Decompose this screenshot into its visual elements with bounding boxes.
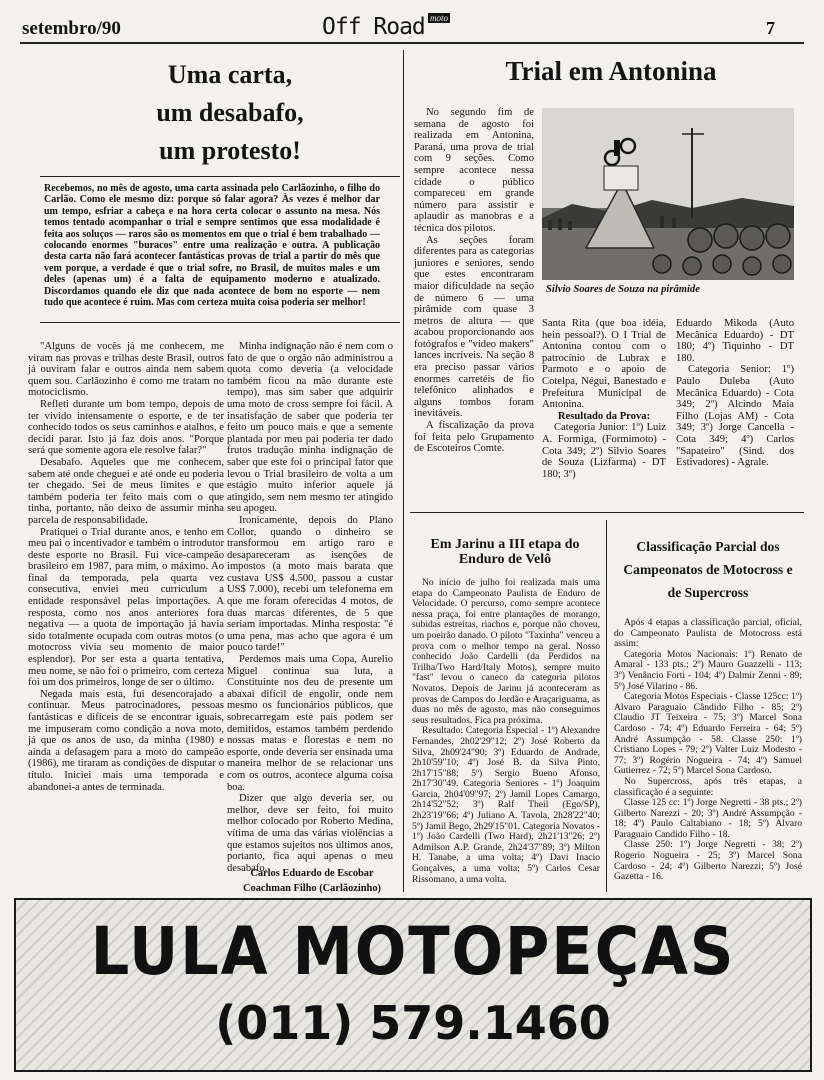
- trial-title: Trial em Antonina: [505, 56, 717, 86]
- jarinu-body: No início de julho foi realizada mais uma etapa do Campeonato Paulista de Enduro de Velocidade. O percurso, como sempre acontece nessa praça, foi entre plantações de morango, subidas estreitas, riachos e, porque não choveu, um poeirão danado. O piloto "Taxinha" venceu a prova com o melhor tempo na geral. Nosso conhecido João Cardelli (da Perdidos na Trilha/Two Hard/Italy Motos), sempre muito "fast" levou o caneco da categoria pilotos Novatos. Depois de Jarinu já aconteceram as provas de Campos do Jordão e Araçariguama, as duas no mês de agosto, mas não conseguimos seus resultados. Fica pra próxima.: [412, 577, 600, 726]
- trial-sponsors: Santa Rita (que boa idéia, hein pessoal?). O I Trial de Antonina contou com o patrocínio de Lubrax e Parmoto e o apoio de Cotelpa, Négui, Banestado e Prefeitura Municipal de Antonina.: [542, 318, 666, 411]
- jarinu-title-line: Em Jarinu a III etapa do: [430, 537, 580, 552]
- section-rule: [410, 512, 804, 513]
- header-rule: [20, 42, 804, 44]
- classificacao-article: [614, 618, 802, 890]
- trial-column-2: [542, 318, 666, 480]
- classificacao-title: [612, 535, 804, 604]
- carta-paragraph: Desabafo. Aqueles que me conhecem, sabem até onde cheguei e até onde eu poderia ter chegado. Sei de meus limites e que também poderia ter feito mais com o que tinha, portanto, não deixo de assumir minha parcela de responsabilidade.: [28, 456, 224, 526]
- trial-photo-illustration: [542, 108, 794, 280]
- jarinu-title: [412, 537, 598, 567]
- classificacao-especiais: Categoria Motos Especiais - Classe 125cc: 1º) Alvaro Paraguaio Cândido Filho - 85; 2º) Claudio JT Teixeira - 75; 3º) Marcel Sona Cardoso - 74; 4º) Eduardo Ferreira - 64; 5º) André Assumpção - 58. Classe 250: 1º) Cristiano Lopes - 79; 2º) Valter Luiz Modesto - 77; 3º) Rogério Nogueira - 74; 4º) Samuel Gutierrez - 72; 5º) Marcel Sona Cardoso.: [614, 691, 802, 777]
- jarinu-results: Resultado: Categoria Especial - 1º) Alexandre Fernandes, 2h02'29"12; 2º) José Roberto da Silva, 2h09'24"90; 3º) Eduardo de Andrade, 2h10'59"10; 4º) José B. da Silva Pinto, 2h17'15"88; 5º) Sergio Bueno Afonso, 2h17'30"49. Categoria Seniores - 1º) Joaquim Garcia, 2h04'09"97; 2º) Jamil Lopes Camargo, 2h14'52"52; 3º) Ralf Theil (Ego/SP), 2h23'19"66; 4º) Juliano A. Tavola, 2h28'22"40; 5º) Jamil Bego, 2h29'15"01. Categoria Novatos - 1º) João Cardelli (Two Hard), 2h21'13"26; 2º) Admilson A.P. Grande, 2h24'37"89; 3º) Milton H. Tanabe, a uma volta; 4º) Davi Inacio Gonçalves, a uma volta; 5º) Carlos Cesar Rissomano, a uma volta.: [412, 725, 600, 885]
- trial-paragraph: As seções foram diferentes para as categorias juniores e seniores, sendo que estes encontraram maior dificuldade na seção de número 6 — uma pirâmide com quase 3 metros de altura — que acabou proporcionando aos fotógrafos e "video makers" lances incríveis. Na seção 8 era preciso passar vários enormes carretéis de fio telefônico alinhados e alguns tombos foram inevitáveis.: [414, 234, 534, 420]
- trial-junior-results: Categoria Junior: 1º) Luiz A. Formiga, (Formimoto) - Cota 349; 2º) Silvio Soares de Souza (Lizfarma) - DT 180; 3º): [542, 422, 666, 480]
- classificacao-supercross-intro: No Supercross, após três etapas, a classificação é a seguinte:: [614, 775, 802, 798]
- carta-lead-rule-bottom: [40, 322, 400, 323]
- logo-small: moto: [430, 13, 448, 23]
- trial-paragraph: No segundo fim de semana de agosto foi realizada em Antonina, Paraná, uma prova de trial com 9 seções. Como sempre acontece nessa cidade o público compareceu em grande número para assistir e aplaudir as manobras e a técnica dos pilotos.: [414, 107, 534, 234]
- classificacao-title-line: de Supercross: [667, 585, 749, 600]
- issue-date: setembro/90: [22, 18, 121, 39]
- page-header: [22, 13, 802, 42]
- classificacao-supercross-125: Classe 125 cc: 1º) Jorge Negretti - 38 pts.; 2º) Gilberto Narezzi - 20; 3º) André Assumpção - 18; 4º) Paulo Caltabiano - 18; 5º) Alvaro Paraguaio Candido Filho - 18.: [614, 797, 802, 840]
- carta-title-line: um desabafo,: [156, 98, 304, 127]
- trial-intro: [414, 107, 534, 507]
- signature-line: Coachman Filho (Carlãozinho): [243, 883, 381, 894]
- carta-column-1: [28, 341, 224, 886]
- signature-line: Carlos Eduardo de Escobar: [250, 868, 374, 879]
- carta-paragraph: Pratiquei o Trial durante anos, e tenho em meu pai o incentivador e também o introdutor deste esporte no Brasil. Fui vice-campeão brasileiro em 1987, para mim, o máximo. Ao final da temporada, pela quarta vez consecutiva, enviei meu curriculum a entidade responsável pelas importações. A resposta, como nos anos anteriores fora negativa — a quota de importação já havia sido totalmente ocupada com outras motos (o motocross vivia seu momento de maior esplendor). Por ser esta a quarta tentativa, meu nome, se não foi o primeiro, com certeza foi um dos primeiros, longe de ser o último.: [28, 526, 224, 689]
- trial-junior-continued: Eduardo Mikoda (Auto Mecânica Eduardo) - DT 180; 4º) Tiquinho - DT 180.: [676, 318, 794, 364]
- carta-title-line: Uma carta,: [167, 60, 293, 89]
- magazine-logo: [322, 13, 492, 42]
- ad-phone: (011) 579.1460: [215, 996, 611, 1050]
- trial-column-3: [676, 318, 794, 469]
- carta-title-line: um protesto!: [159, 136, 301, 165]
- ad-name: LULA MOTOPEÇAS: [90, 913, 736, 990]
- jarinu-article: [412, 578, 600, 888]
- carta-paragraph: Negada mais esta, fui desencorajado a continuar. Meus patrocinadores, pessoas fantásticas e difíceis de se encontrar iguais, me impuseram como condição a nova moto, já que os anos de uso, da minha (1980) e ainda a defasagem para a moto do campeão (1986), me tiraram as condições de disputar o título. Iniciei mais uma temporada e abandonei-a antes de terminada.: [28, 688, 224, 793]
- classificacao-title-line: Campeonatos de Motocross e: [623, 562, 793, 577]
- carta-title: [100, 56, 360, 170]
- advertisement: [14, 898, 812, 1072]
- carta-paragraph: Minha indignação não é nem com o fato de que o orgão não administrou a quota como deveria (a velocidade também ficou na mão durante este tempo), mas sim saber que adquirir uma moto de cross sempre foi fácil. A insatisfação de saber que poderia ter feito um pouco mais e que a semente plantada por meu pai poderia ter dado frutos tradução minha indignação de saber que este foi o principal fator que levou o Trial brasileiro de volta a um estágio muito inferior aquele já atingido, sem nem mesmo ter atingido seu apogeu.: [227, 341, 393, 515]
- column-divider: [606, 520, 607, 892]
- jarinu-title-line: Enduro de Velô: [458, 552, 552, 567]
- carta-lead: Recebemos, no mês de agosto, uma carta assinada pelo Carlãozinho, o filho do Carlão. Como ele mesmo diz: porque só falar agora? Às vezes é melhor dar um tempo, esfriar a cabeça e na hora certa colocar o assunto na mesa. Nós temos tentado acompanhar o trial e sempre sentimos que essa modalidade é feita aos soluços — raros são os momentos em que o trial é bem trabalhado — colocando enormes "buracos" entre uma realização e outra. A publicação desta carta não fará acontecer fantásticas provas de trial a partir do mês que vem porque, a verdade é que o trial sofre, no Brasil, de muitos males e um deles (apenas um) é a falta de equipamento moderno e atualizado. Discordamos quando ele diz que nada acontece de bom no esporte — nem tudo que acontece é ruim. Mas com certeza muita coisa poderia ser melhor!: [44, 183, 380, 309]
- carta-lead-rule-top: [40, 176, 400, 177]
- trial-photo-caption: Silvio Soares de Souza na pirâmide: [546, 284, 700, 295]
- trial-photo: [542, 108, 794, 280]
- carta-paragraph: Ironicamente, depois do Plano Collor, quando o dinheiro se transformou em artigo raro e desapareceram as isenções de impostos (a moto mais barata que custava US$ 4.500, passou a custar US$ 7.000), recebi um telefonema em que me foram oferecidas 4 motos, de duas marcas diferentes, de 5 que seriam importadas. Minha resposta: "é uma pena, mas acho que agora é um pouco tarde!": [227, 514, 393, 654]
- classificacao-nacionais: Categoria Motos Nacionais: 1º) Renato de Amaral - 133 pts.; 2º) Mauro Guazzelli - 113; 3º) Venâncio Forti - 104; 4º) Dalmir Zenni - 89; 5º) José Vilarino - 86.: [614, 648, 802, 692]
- carta-signature: [227, 866, 397, 896]
- column-divider: [403, 50, 404, 892]
- trial-paragraph: A fiscalização da prova foi feita pelo Grupamento de Escoteiros Comte.: [414, 420, 534, 455]
- carta-paragraph: Dizer que algo deveria ser, ou melhor, deve ser feito, foi muito melhor colocado por Roberto Medina, vítima de uma das várias violências a que estamos sujeitos nos últimos anos, portanto, fica aqui apenas o meu desabafo.: [227, 793, 393, 874]
- trial-results-heading: Resultado da Prova:: [557, 410, 651, 422]
- page-number: 7: [766, 18, 775, 38]
- carta-paragraph: "Alguns de vocês já me conhecem, me viram nas provas e trilhas deste Brasil, outros já ouviram falar e outros ainda nem sabem quem sou. Carlãozinho é como me tratam no motociclismo.: [28, 341, 224, 399]
- carta-paragraph: Refleti durante um bom tempo, depois de ter vivido intensamente o esporte, e de ter conhecido todos os seus caminhos e atalhos, e decidi parar. Isto já faz dois anos. "Porque será que somente agora ele resolve falar?": [28, 398, 224, 457]
- classificacao-title-line: Classificação Parcial dos: [636, 539, 780, 554]
- carta-paragraph: Perdemos mais uma Copa, Aurelio Miguel continua sua luta, a Constituinte nos deu de presente um abaxai difícil de engolir, onde nem mesmo os funcionários públicos, que sobrecarregam este país podem ser demitidos, estamos também perdendo nossas matas e florestas e nem no esporte, onde deveria ser ensinada uma maneira melhor de se relacionar uns com os outros, acontece alguma coisa boa.: [227, 654, 393, 793]
- classificacao-intro: Após 4 etapas a classificação parcial, oficial, do Campeonato Paulista de Motocross está assim:: [614, 617, 802, 650]
- trial-senior-results: Categoria Senior: 1º) Paulo Duleba (Auto Mecânica Eduardo) - Cota 349; 2º) Alcindo Maia Filho (Lojas AM) - Cota 349; 3º) Jorge Cancella - Cota 349; 4º) Carlos "Sapateiro" (Sind. dos Estivadores) - Agrale.: [676, 364, 794, 469]
- classificacao-supercross-250: Classe 250: 1º) Jorge Negretti - 38; 2º) Rogerio Nogueira - 25; 3º) Marcel Sona Cardoso - 24; 4º) Gilberto Narezzi; 5º) José Gazetta - 16.: [614, 839, 802, 883]
- logo-main: Off Road: [322, 14, 425, 40]
